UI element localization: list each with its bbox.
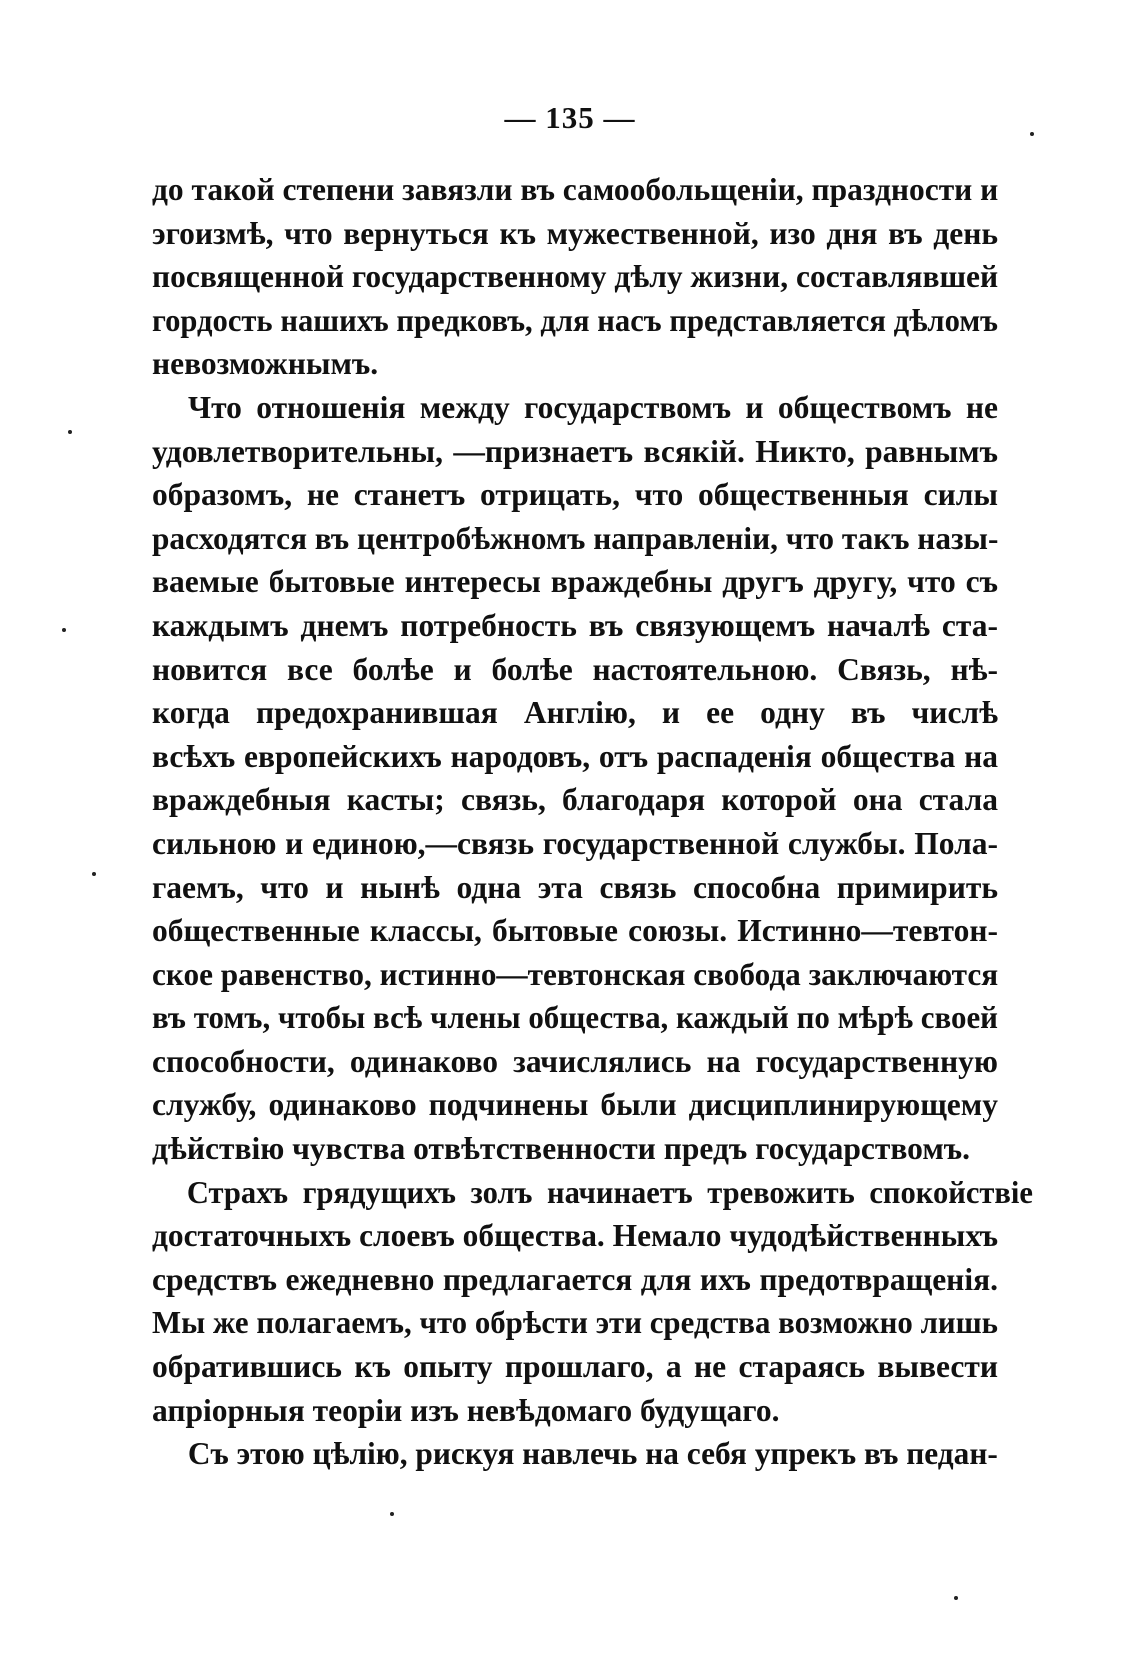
text-line: общественные классы, бытовые союзы. Истинно—тевтон-: [152, 913, 998, 949]
text-line: сильною и единою,—связь государственной службы. Пола-: [152, 825, 998, 861]
text-line: службу, одинаково подчинены были дисциплинирующему: [152, 1087, 998, 1123]
text-line: посвященной государственному дѣлу жизни, составлявшей: [152, 259, 999, 295]
scan-speck: [92, 872, 96, 876]
text-line: новится все болѣе и болѣе настоятельною. Связь, нѣ-: [152, 651, 998, 687]
text-line: образомъ, не станетъ отрицать, что общественныя силы: [152, 477, 998, 513]
text-line: апріорныя теоріи изъ невѣдомаго будущаго.: [152, 1392, 780, 1428]
text-line: враждебныя касты; связь, благодаря которой она стала: [152, 782, 998, 818]
text-line: обратившись къ опыту прошлаго, а не стараясь вывести: [152, 1349, 998, 1385]
text-line: когда предохранившая Англію, и ее одну въ числѣ: [152, 695, 998, 731]
text-line: ское равенство, истинно—тевтонская свобода заключаются: [152, 956, 999, 992]
text-line: до такой степени завязли въ самообольщеніи, праздности и: [152, 172, 999, 207]
text-line: въ томъ, чтобы всѣ члены общества, каждый по мѣрѣ своей: [152, 1000, 998, 1036]
scan-speck: [1030, 132, 1034, 136]
text-line: гордость нашихъ предковъ, для насъ представляется дѣломъ: [152, 302, 998, 338]
text-line: достаточныхъ слоевъ общества. Немало чудодѣйственныхъ: [152, 1218, 998, 1254]
scan-speck: [62, 628, 66, 632]
text-line: каждымъ днемъ потребность въ связующемъ началѣ ста-: [152, 607, 998, 643]
text-line: Что отношенія между государствомъ и обществомъ не: [188, 389, 998, 425]
text-line: Съ этою цѣлію, рискуя навлечь на себя упрекъ въ педан-: [187, 1436, 998, 1472]
text-line: эгоизмѣ, что вернуться къ мужественной, изо дня въ день: [152, 215, 998, 251]
text-line: всѣхъ европейскихъ народовъ, отъ распаденія общества на: [152, 738, 998, 774]
scan-speck: [390, 1512, 394, 1516]
text-line: гаемъ, что и нынѣ одна эта связь способна примирить: [152, 869, 998, 905]
text-line: невозможнымъ.: [152, 346, 379, 382]
scan-speck: [954, 1596, 958, 1600]
text-line: ваемые бытовые интересы враждебны другъ другу, что съ: [152, 564, 998, 600]
text-line: способности, одинаково зачислялись на государственную: [152, 1043, 998, 1079]
text-line: удовлетворительны, —признаетъ всякій. Никто, равнымъ: [152, 433, 998, 469]
scan-speck: [68, 430, 72, 434]
text-line: дѣйствію чувства отвѣтственности предъ государствомъ.: [152, 1131, 971, 1167]
text-line: средствъ ежедневно предлагается для ихъ предотвращенія.: [152, 1261, 998, 1297]
text-line: Мы же полагаемъ, что обрѣсти эти средства возможно лишь: [152, 1305, 998, 1341]
page-number: — 135 —: [504, 100, 636, 135]
text-line: Страхъ грядущихъ золъ начинаетъ тревожить спокойствіе: [186, 1174, 1033, 1210]
text-line: расходятся въ центробѣжномъ направленіи, что такъ назы-: [152, 520, 999, 556]
body-text: [152, 168, 1033, 1476]
